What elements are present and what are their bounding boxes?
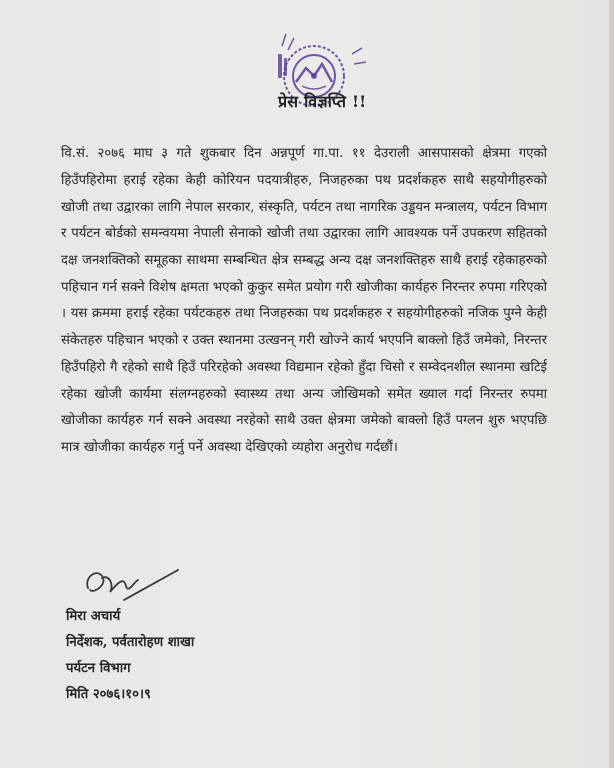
signatory-name: मिरा अचार्य: [66, 609, 121, 624]
signatory-office: पर्यटन विभाग: [66, 661, 131, 676]
paper-fold-shadow: [609, 0, 614, 768]
signature-mark: [80, 560, 190, 608]
signatory-block: [66, 604, 194, 708]
press-release-body: वि.सं. २०७६ माघ ३ गते शुकबार दिन अन्नपूर्ण गा.पा. ११ देउराली आसपासको क्षेत्रमा गएको हिउँपहिरोमा हराई रहेका केही कोरियन पदयात्रीहरु, निजहरुका पथ प्रदर्शकहरु साथै सहयोगीहरुको खोजी तथा उद्वारका लागि नेपाल सरकार, संस्कृति, पर्यटन तथा नागरिक उड्डयन मन्त्रालय, पर्यटन विभाग र पर्यटन बोर्डको समन्वयमा नेपाली सेनाको खोजी तथा उद्वारका लागि आवश्यक पर्ने उपकरण सहितको दक्ष जनशक्तिको समूहका साथमा सम्बन्धित क्षेत्र सम्बद्ध अन्य दक्ष जनशक्तिहरु साथै हराई रहेकाहरुको पहिचान गर्न सक्ने विशेष क्षमता भएको कुकुर समेत प्रयोग गरी खोजीका कार्यहरु निरन्तर रुपमा गरिएको । यस क्रममा हराई रहेका पर्यटकहरु तथा निजहरुका पथ प्रदर्शकहरु र सहयोगीहरुको नजिक पुग्ने केही संकेतहरु पहिचान भएको र उक्त स्थानमा उत्खनन् गरी खोज्ने कार्य भएपनि बाक्लो हिउँ जमेको, निरन्तर हिउँपहिरो गै रहेको साथै हिउँ परिरहेको अवस्था विद्यमान रहेको हुँदा चिसो र सम्वेदनशील स्थानमा खटिई रहेका खोजी कार्यमा संलग्नहरुको स्वास्थ्य तथा अन्य जोखिमको समेत ख्याल गर्दा निरन्तर रुपमा खोजीका कार्यहरु गर्न सक्ने अवस्था नरहेको साथै उक्त क्षेत्रमा जमेको बाक्लो हिउँ पग्लन शुरु भएपछि मात्र खोजीका कार्यहरु गर्नु पर्ने अवस्था देखिएको व्यहोरा अनुरोध गर्दछौं।: [61, 146, 547, 455]
page-title: प्रेस विज्ञप्ति !!: [278, 92, 367, 111]
signatory-designation: निर्देशक, पर्वतारोहण शाखा: [66, 635, 195, 650]
release-date: मिति २०७६।१०।९: [66, 687, 151, 702]
